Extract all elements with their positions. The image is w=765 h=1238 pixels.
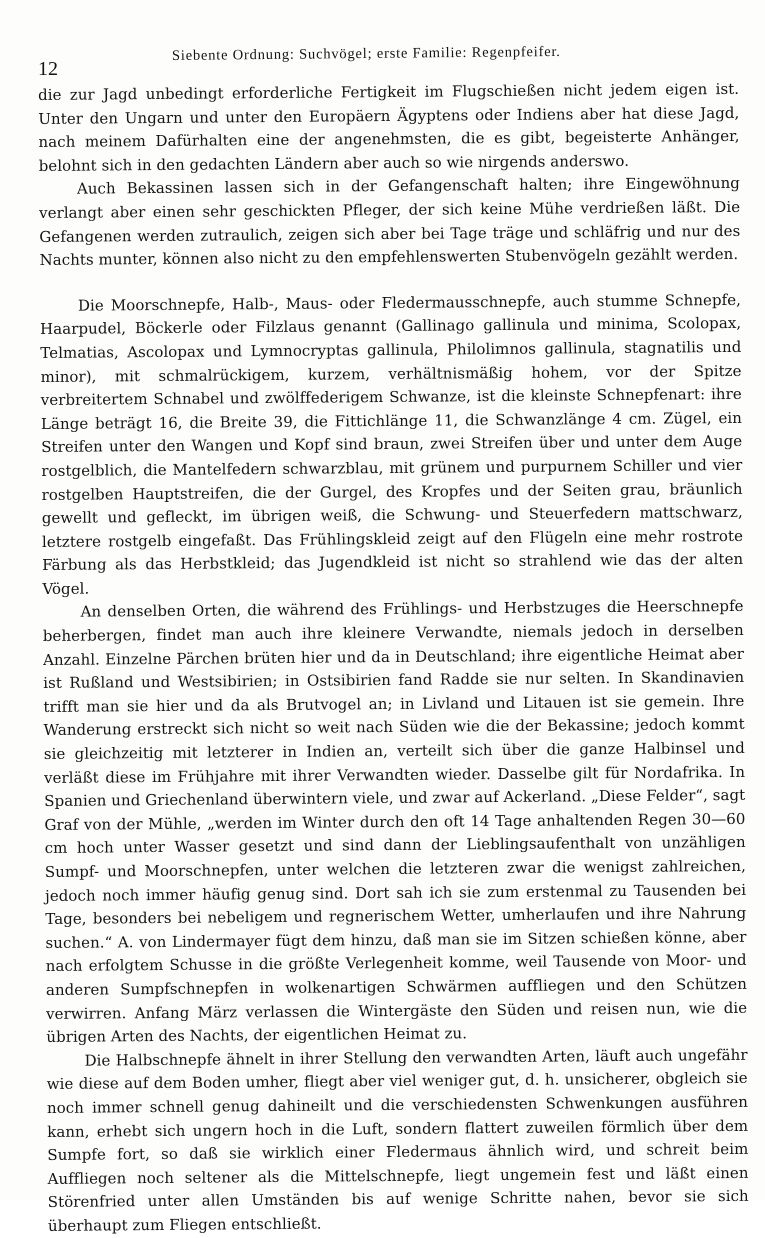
- page-number: 12: [38, 58, 58, 80]
- running-head: Siebente Ordnung: Suchvögel; erste Familie: Regenpfeifer.: [171, 43, 561, 64]
- page-header: [38, 44, 739, 78]
- paragraph-distribution: An denselben Orten, die während des Frühlings- und Herbstzuges die Heerschnepfe beherbergen, findet man auch ihre kleinere Verwandte, niemals jedoch in derselben Anzahl. Einzelne Pärchen brüten hier und da in Deutschland; ihre eigentliche Heimat aber ist Rußland und Westsibirien; in Ostsibirien fand Radde sie nur selten. In Skandinavien trifft man sie hier und da als Brutvogel an; in Livland und Litauen ist sie gemein. Ihre Wanderung erstreckt sich nicht so weit nach Süden wie die der Bekassine; jedoch kommt sie gleichzeitig mit letzterer in Indien an, verteilt sich über die ganze Halbinsel und verläßt diese im Frühjahre mit ihrer Verwandten wieder. Dasselbe gilt für Nordafrika. In Spanien und Griechenland überwintern viele, und zwar auf Ackerland. „Diese Felder“, sagt Graf von der Mühle, „werden im Winter durch den oft 14 Tage anhaltenden Regen 30—60 cm hoch unter Wasser gesetzt und sind dann der Lieblingsaufenthalt von unzähligen Sumpf- und Moorschnepfen, unter welchen die letzteren zwar die wenigst zahlreichen, jedoch noch immer häufig genug sind. Dort sah ich sie zum erstenmal zu Tausenden bei Tage, besonders bei nebeligem und regnerischem Wetter, umherlaufen und ihre Nahrung suchen.“ A. von Lindermayer fügt dem hinzu, daß man sie im Sitzen schießen könne, aber nach erfolgtem Schusse in die größte Verlegenheit komme, weil Tausende von Moor- und anderen Sumpfschnepfen in wolkenartigen Schwärmen auffliegen und den Schützen verwirren. Anfang März verlassen die Wintergäste den Süden und reisen nun, wie die übrigen Arten des Nachts, der eigentlichen Heimat zu.: [42, 597, 748, 1047]
- paragraph-behavior: Die Halbschnepfe ähnelt in ihrer Stellung den verwandten Arten, läuft auch ungefähr wie diese auf dem Boden umher, fliegt aber viel weniger gut, d. h. unsicherer, obgleich sie noch immer schnell genug dahineilt und die verschiedensten Schwenkungen ausführen kann, erhebt sich ungern hoch in die Luft, sondern flattert zuweilen förmlich über dem Sumpfe fort, so daß sie wirklich einer Fledermaus ähnlich wird, und schreit beim Auffliegen noch seltener als die Mittelschnepfe, liegt ungemein fest und läßt einen Störenfried unter allen Umständen bis auf wenige Schritte nahen, bevor sie sich überhaupt zum Fliegen entschließt.: [46, 1045, 749, 1235]
- paragraph-captivity: Auch Bekassinen lassen sich in der Gefangenschaft halten; ihre Eingewöhnung verlangt aber einen sehr geschickten Pfleger, der sich keine Mühe verdrießen läßt. Die Gefangenen werden zutraulich, zeigen sich aber bei Tage träge und schläfrig und nur des Nachts munter, können also nicht zu den empfehlenswerten Stubenvögeln gezählt werden.: [39, 174, 741, 270]
- body-text: [38, 78, 749, 1238]
- paragraph-species-description: Die Moorschnepfe, Halb-, Maus- oder Fledermausschnepfe, auch stumme Schnepfe, Haarpudel, Böckerle oder Filzlaus genannt (Gallinago gallinula und minima, Scolopax, Telmatias, Ascolopax und Lymnocryptas gallinula, Philolimnos gallinula, stagnatilis und minor), mit schmalrückigem, kurzem, verhältnismäßig hohem, vor der Spitze verbreitertem Schnabel und zwölffederigem Schwanze, ist die kleinste Schnepfenart: ihre Länge beträgt 16, die Breite 39, die Fittichlänge 11, die Schwanzlänge 4 cm. Zügel, ein Streifen unter den Wangen und Kopf sind braun, zwei Streifen über und unter dem Auge rostgelblich, die Mantelfedern schwarzblau, mit grünem und purpurnem Schiller und vier rostgelben Hauptstreifen, die der Gurgel, des Kropfes und der Seiten grau, bräunlich gewellt und gefleckt, im übrigen weiß, die Schwung- und Steuerfedern mattschwarz, letztere rostgelb eingefaßt. Das Frühlingskleid zeigt auf den Flügeln eine mehr rostrote Färbung als das Herbstkleid; das Jugendkleid ist nicht so strahlend wie das der alten Vögel.: [40, 290, 744, 598]
- paragraph-continuation: die zur Jagd unbedingt erforderliche Fertigkeit im Flugschießen nicht jedem eigen ist. Unter den Ungarn und unter den Europäern Ägyptens oder Indiens aber hat diese Jagd, nach meinem Dafürhalten eine der angenehmsten, die es gibt, begeisterte Anhänger, belohnt sich in den gedachten Ländern aber auch so wie nirgends anderswo.: [38, 79, 740, 175]
